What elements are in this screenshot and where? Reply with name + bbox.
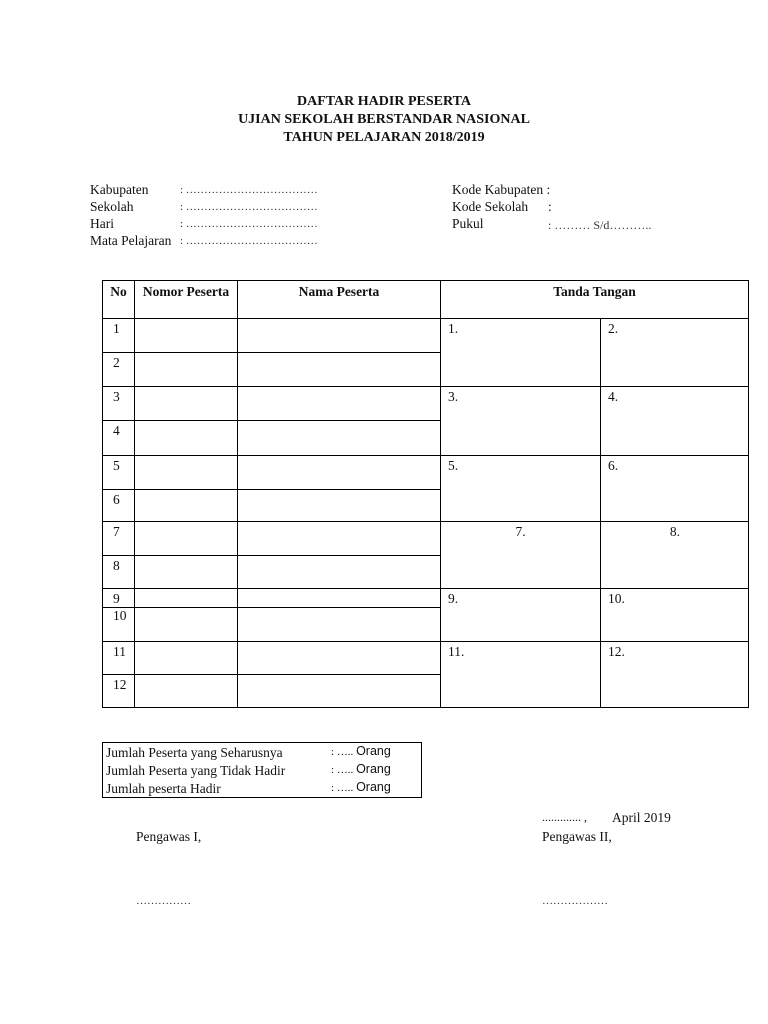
nomor-peserta-cell[interactable] (135, 456, 238, 490)
field-kabupaten: : ……………………………… (180, 184, 318, 196)
supervisor-1-label: Pengawas I, (136, 829, 202, 844)
signature-cell[interactable]: 8. (601, 522, 749, 589)
label-kabupaten: Kabupaten (90, 182, 149, 197)
nomor-peserta-cell[interactable] (135, 353, 238, 387)
summary-row (103, 761, 422, 779)
nomor-peserta-cell[interactable] (135, 421, 238, 456)
label-kode-sekolah: Kode Sekolah (452, 199, 529, 214)
nama-peserta-cell[interactable] (238, 556, 441, 589)
signature-cell[interactable]: 10. (601, 589, 749, 642)
nomor-peserta-cell[interactable] (135, 675, 238, 708)
signature-cell[interactable]: 11. (441, 642, 601, 708)
nama-peserta-cell[interactable] (238, 353, 441, 387)
table-row (103, 387, 749, 421)
table-row (103, 319, 749, 353)
field-pukul: : ……… S/d……….. (548, 218, 652, 232)
label-pukul: Pukul (452, 216, 484, 231)
document-year: TAHUN PELAJARAN 2018/2019 (283, 130, 485, 145)
signature-cell[interactable]: 4. (601, 387, 749, 456)
field-kode-sekolah: : (548, 199, 552, 214)
summary-label: Jumlah Peserta yang Tidak Hadir (106, 762, 286, 778)
date-place-dots: ............. , (542, 810, 587, 824)
row-number: 2 (103, 353, 135, 387)
summary-row (103, 779, 422, 798)
supervisor-2-signature-line: ……………… (542, 895, 608, 907)
row-number: 9 (103, 589, 135, 608)
nama-peserta-cell[interactable] (238, 675, 441, 708)
nama-peserta-cell[interactable] (238, 522, 441, 556)
field-mata-pelajaran: : ……………………………… (180, 235, 318, 247)
header-nomor-peserta: Nomor Peserta (135, 281, 238, 319)
nama-peserta-cell[interactable] (238, 589, 441, 608)
signature-cell[interactable]: 1. (441, 319, 601, 387)
header-nama-peserta: Nama Peserta (238, 281, 441, 319)
row-number: 5 (103, 456, 135, 490)
header-tanda-tangan: Tanda Tangan (441, 281, 749, 319)
attendance-table (102, 280, 749, 708)
attendance-summary (102, 742, 422, 798)
nama-peserta-cell[interactable] (238, 387, 441, 421)
row-number: 1 (103, 319, 135, 353)
signature-cell[interactable]: 7. (441, 522, 601, 589)
table-row (103, 642, 749, 675)
signature-cell[interactable]: 12. (601, 642, 749, 708)
table-row (103, 589, 749, 608)
nama-peserta-cell[interactable] (238, 456, 441, 490)
signing-date: April 2019 (612, 810, 671, 825)
nomor-peserta-cell[interactable] (135, 319, 238, 353)
label-kode-kabupaten: Kode Kabupaten : (452, 182, 551, 197)
label-sekolah: Sekolah (90, 199, 134, 214)
nama-peserta-cell[interactable] (238, 642, 441, 675)
summary-row (103, 743, 422, 762)
nomor-peserta-cell[interactable] (135, 387, 238, 421)
field-hari: : ……………………………… (180, 218, 318, 230)
row-number: 3 (103, 387, 135, 421)
supervisor-2-label: Pengawas II, (542, 829, 612, 844)
nama-peserta-cell[interactable] (238, 421, 441, 456)
nomor-peserta-cell[interactable] (135, 522, 238, 556)
label-hari: Hari (90, 216, 114, 231)
row-number: 11 (103, 642, 135, 675)
supervisor-1-signature-line: …………… (136, 895, 191, 907)
summary-value: : ….. Orang (331, 744, 391, 758)
summary-label: Jumlah Peserta yang Seharusnya (106, 744, 283, 760)
signature-cell[interactable]: 5. (441, 456, 601, 522)
nomor-peserta-cell[interactable] (135, 589, 238, 608)
row-number: 10 (103, 608, 135, 642)
row-number: 8 (103, 556, 135, 589)
summary-label: Jumlah peserta Hadir (106, 780, 221, 796)
summary-value: : ….. Orang (331, 780, 391, 794)
table-header-row (103, 281, 749, 319)
signature-cell[interactable]: 9. (441, 589, 601, 642)
nomor-peserta-cell[interactable] (135, 556, 238, 589)
table-row (103, 522, 749, 556)
label-mata-pelajaran: Mata Pelajaran (90, 233, 172, 248)
nama-peserta-cell[interactable] (238, 319, 441, 353)
summary-value: : ….. Orang (331, 762, 391, 776)
signature-cell[interactable]: 6. (601, 456, 749, 522)
table-row (103, 456, 749, 490)
nama-peserta-cell[interactable] (238, 490, 441, 522)
document-title: DAFTAR HADIR PESERTA (296, 94, 471, 109)
header-no: No (103, 281, 135, 319)
row-number: 4 (103, 421, 135, 456)
nomor-peserta-cell[interactable] (135, 642, 238, 675)
nama-peserta-cell[interactable] (238, 608, 441, 642)
nomor-peserta-cell[interactable] (135, 490, 238, 522)
field-sekolah: : ……………………………… (180, 201, 318, 213)
document-subtitle: UJIAN SEKOLAH BERSTANDAR NASIONAL (238, 112, 530, 127)
row-number: 6 (103, 490, 135, 522)
signature-cell[interactable]: 3. (441, 387, 601, 456)
nomor-peserta-cell[interactable] (135, 608, 238, 642)
row-number: 7 (103, 522, 135, 556)
signature-cell[interactable]: 2. (601, 319, 749, 387)
row-number: 12 (103, 675, 135, 708)
